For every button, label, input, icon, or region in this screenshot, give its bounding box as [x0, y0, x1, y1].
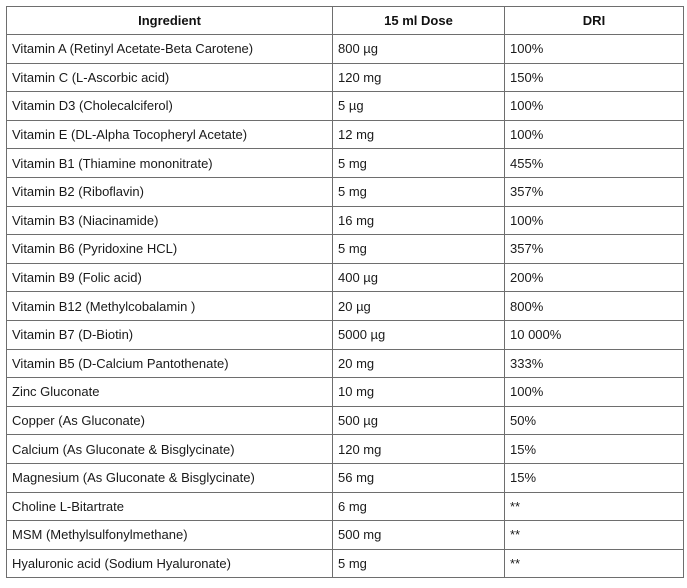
ingredient-cell: Calcium (As Gluconate & Bisglycinate)	[7, 435, 333, 464]
table-body	[7, 35, 684, 578]
ingredient-cell: MSM (Methylsulfonylmethane)	[7, 521, 333, 550]
ingredient-cell: Choline L-Bitartrate	[7, 492, 333, 521]
dri-cell: 100%	[505, 206, 684, 235]
ingredient-cell: Vitamin B9 (Folic acid)	[7, 263, 333, 292]
table-row	[7, 521, 684, 550]
dose-cell: 20 mg	[333, 349, 505, 378]
dose-cell: 5 mg	[333, 235, 505, 264]
dose-cell: 120 mg	[333, 63, 505, 92]
table-row	[7, 92, 684, 121]
dose-cell: 800 µg	[333, 35, 505, 64]
table-row	[7, 435, 684, 464]
dose-cell: 6 mg	[333, 492, 505, 521]
table-row	[7, 349, 684, 378]
table-row	[7, 63, 684, 92]
header-dri: DRI	[505, 7, 684, 35]
ingredient-cell: Hyaluronic acid (Sodium Hyaluronate)	[7, 549, 333, 578]
ingredient-cell: Vitamin B2 (Riboflavin)	[7, 177, 333, 206]
dri-cell: 15%	[505, 463, 684, 492]
table-header	[7, 7, 684, 35]
table-row	[7, 292, 684, 321]
dose-cell: 120 mg	[333, 435, 505, 464]
dose-cell: 56 mg	[333, 463, 505, 492]
dri-cell: 50%	[505, 406, 684, 435]
table-row	[7, 492, 684, 521]
header-row	[7, 7, 684, 35]
table-row	[7, 549, 684, 578]
table-row	[7, 320, 684, 349]
ingredient-cell: Vitamin E (DL-Alpha Tocopheryl Acetate)	[7, 120, 333, 149]
dose-cell: 10 mg	[333, 378, 505, 407]
dri-cell: 357%	[505, 235, 684, 264]
ingredient-cell: Vitamin B5 (D-Calcium Pantothenate)	[7, 349, 333, 378]
table-row	[7, 35, 684, 64]
table-row	[7, 463, 684, 492]
dri-cell: 455%	[505, 149, 684, 178]
dri-cell: **	[505, 492, 684, 521]
dose-cell: 5000 µg	[333, 320, 505, 349]
header-dose: 15 ml Dose	[333, 7, 505, 35]
ingredient-cell: Zinc Gluconate	[7, 378, 333, 407]
dri-cell: 100%	[505, 35, 684, 64]
dose-cell: 20 µg	[333, 292, 505, 321]
dose-cell: 500 µg	[333, 406, 505, 435]
ingredient-cell: Vitamin D3 (Cholecalciferol)	[7, 92, 333, 121]
table-row	[7, 120, 684, 149]
dose-cell: 5 mg	[333, 149, 505, 178]
table-row	[7, 406, 684, 435]
ingredient-cell: Vitamin C (L-Ascorbic acid)	[7, 63, 333, 92]
dri-cell: 100%	[505, 92, 684, 121]
dri-cell: **	[505, 549, 684, 578]
dri-cell: 150%	[505, 63, 684, 92]
ingredient-cell: Vitamin B7 (D-Biotin)	[7, 320, 333, 349]
header-ingredient: Ingredient	[7, 7, 333, 35]
ingredient-cell: Vitamin B3 (Niacinamide)	[7, 206, 333, 235]
dose-cell: 500 mg	[333, 521, 505, 550]
table-row	[7, 206, 684, 235]
dose-cell: 5 mg	[333, 177, 505, 206]
dri-cell: 100%	[505, 120, 684, 149]
dri-cell: 357%	[505, 177, 684, 206]
ingredient-cell: Magnesium (As Gluconate & Bisglycinate)	[7, 463, 333, 492]
ingredient-table-container	[6, 6, 683, 578]
dose-cell: 5 mg	[333, 549, 505, 578]
table-row	[7, 235, 684, 264]
table-row	[7, 177, 684, 206]
dose-cell: 400 µg	[333, 263, 505, 292]
dose-cell: 5 µg	[333, 92, 505, 121]
ingredient-cell: Copper (As Gluconate)	[7, 406, 333, 435]
table-row	[7, 378, 684, 407]
dri-cell: 800%	[505, 292, 684, 321]
table-row	[7, 149, 684, 178]
ingredient-table	[6, 6, 684, 578]
dose-cell: 16 mg	[333, 206, 505, 235]
dri-cell: 15%	[505, 435, 684, 464]
table-row	[7, 263, 684, 292]
dri-cell: 200%	[505, 263, 684, 292]
ingredient-cell: Vitamin B1 (Thiamine mononitrate)	[7, 149, 333, 178]
ingredient-cell: Vitamin A (Retinyl Acetate-Beta Carotene)	[7, 35, 333, 64]
dose-cell: 12 mg	[333, 120, 505, 149]
dri-cell: 10 000%	[505, 320, 684, 349]
ingredient-cell: Vitamin B6 (Pyridoxine HCL)	[7, 235, 333, 264]
ingredient-cell: Vitamin B12 (Methylcobalamin )	[7, 292, 333, 321]
dri-cell: 333%	[505, 349, 684, 378]
dri-cell: 100%	[505, 378, 684, 407]
dri-cell: **	[505, 521, 684, 550]
